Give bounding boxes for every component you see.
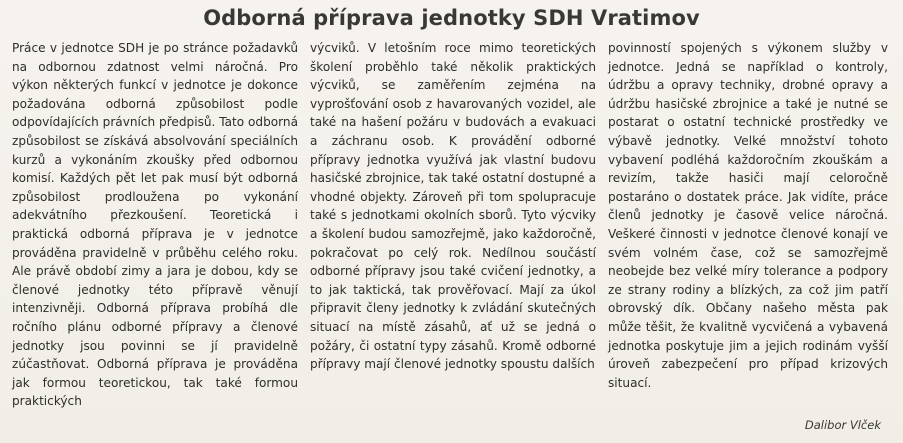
article-column-2 (310, 39, 596, 374)
article-column-3 (608, 39, 888, 392)
column-1-text: Práce v jednotce SDH je po stránce požadavků na odbornou zdatnost velmi náročná. Pro výkon některých funkcí v jednotce je dokonce požadována odborná způsobilost podle odpovídajících právních předpisů. Tato odborná způsobilost se získává absolvování speciálních kurzů a vykonáním zkoušky před odbornou komisí. Každých pět let pak musí být odborná způsobilost prodloužena po vykonání adekvátního přezkoušení. Teoretická i praktická odborná příprava je v jednotce prováděna pravidelně v průběhu celého roku. Ale právě období zimy a jara je dobou, kdy se členové jednotky této přípravě věnují intenzivněji. Odborná příprava probíhá dle ročního plánu odborné přípravy a členové jednotky jsou povinni se jí pravidelně zúčastňovat. Odborná příprava je prováděna jak formou teoretickou, tak také formou praktických (12, 41, 299, 409)
article-title: Odborná příprava jednotky SDH Vratimov (203, 6, 700, 30)
column-2-text: výcviků. V letošním roce mimo teoretických školení proběhlo také několik praktických výcviků, se zaměřením zejména na vyprošťování osob z havarovaných vozidel, ale také na hašení požáru v budovách a evakuaci a záchranu osob. K provádění odborné přípravy jednotka využívá jak vlastní budovu hasičské zbrojnice, tak také ostatní dostupné a vhodné objekty. Zároveň při tom spolupracuje také s jednotkami okolních sborů. Tyto výcviky a školení budou samozřejmě, jako každoročně, pokračovat po celý rok. Nedílnou součástí odborné přípravy jsou také cvičení jednotky, a to jak taktická, tak prověřovací. Mají za úkol připravit členy jednotky k zvládání skutečných situací na místě zásahů, ať už se jedná o požáry, či ostatní typy zásahů. Kromě odborné přípravy mají členové jednotky spoustu dalších (310, 41, 596, 372)
article-column-1 (12, 39, 298, 411)
article-body (12, 39, 892, 419)
article-author: Dalibor Vlček (804, 418, 881, 432)
column-3-text: povinností spojených s výkonem služby v jednotce. Jedná se například o kontroly, údržbu a opravy techniky, drobné opravy a údržbu hasičské zbrojnice a také je nutné se postarat o ostatní technické prostředky ve výbavě jednotky. Velké množství tohoto vybavení podléhá každoročním zkouškám a revizím, takže hasiči mají celoročně postaráno o dostatek práce. Jak vidíte, práce členů jednotky je časově velice náročná. Veškeré činnosti v jednotce členové konají ve svém volném čase, což se samozřejmě neobejde bez velké míry tolerance a podpory ze strany rodiny a blízkých, za což jim patří obrovský dík. Občany našeho města pak může těšit, že kvalitně vycvičená a vybavená jednotka poskytuje jim a jejich rodinám vyšší úroveň zabezpečení pro případ krizových situací. (608, 41, 888, 390)
